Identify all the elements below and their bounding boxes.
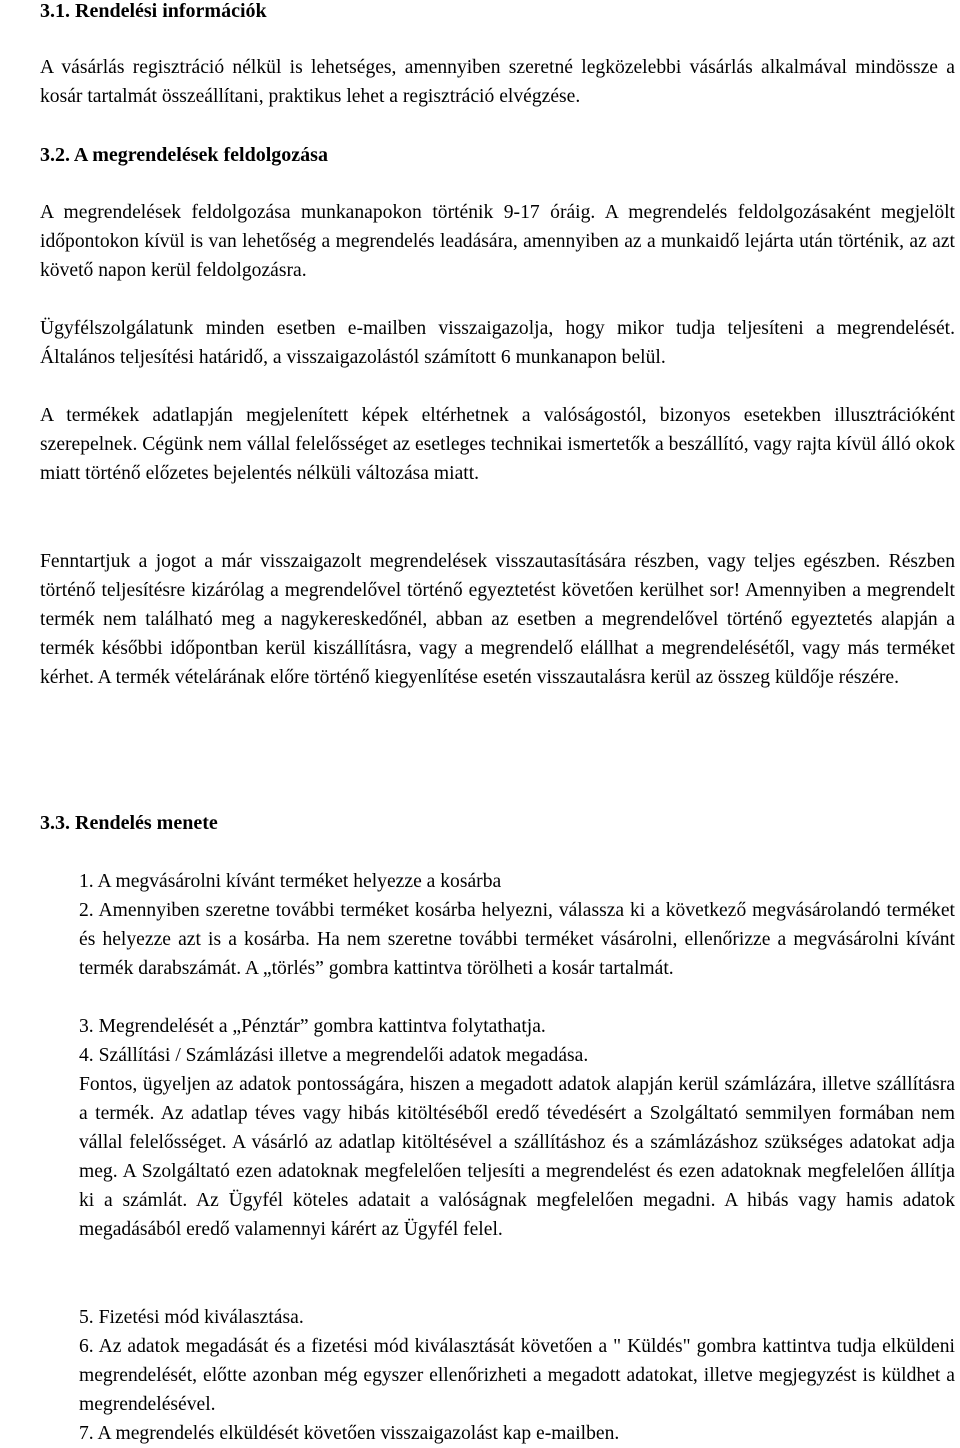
section-heading-megrendelesek-feldolgozasa: 3.2. A megrendelések feldolgozása <box>40 144 328 166</box>
paragraph: A megrendelések feldolgozása munkanapokon történik 9-17 óráig. A megrendelés feldolgozásaként megjelölt időpontokon kívül is van lehetőség a megrendelés leadására, amennyiben az a munkaidő lejárta után történik, az azt követő napon kerül feldolgozásra. <box>40 202 955 281</box>
paragraph: Ügyfélszolgálatunk minden esetben e-mailben visszaigazolja, hogy mikor tudja teljesíteni a megrendelését. Általános teljesítési határidő, a visszaigazolástól számított 6 munkanapon belül. <box>40 318 955 368</box>
list-item: 3. Megrendelését a „Pénztár” gombra kattintva folytathatja. <box>79 1016 546 1037</box>
paragraph: A vásárlás regisztráció nélkül is lehetséges, amennyiben szeretné legközelebbi vásárlás alkalmával mindössze a kosár tartalmát összeállítani, praktikus lehet a regisztráció elvégzése. <box>40 57 955 107</box>
list-item: 6. Az adatok megadását és a fizetési mód kiválasztását követően a " Küldés" gombra kattintva tudja elküldeni megrendelését, előtte azonban még egyszer ellenőrizheti a megadott adatokat, illetve megjegyzést is küldhet a megrendelésével. <box>79 1336 955 1415</box>
paragraph: Fenntartjuk a jogot a már visszaigazolt megrendelések visszautasítására részben, vagy teljes egészben. Részben történő teljesítésre kizárólag a megrendelővel történő egyeztetést követően kerülhet sor! Amennyiben a megrendelt termék nem található meg a nagykereskedőnél, abban az esetben a megrendelővel történő egyeztetés alapján a termék későbbi időpontban kerül kiszállításra, vagy a megrendelő elállhat a megrendelésétől, vagy más terméket kérhet. A termék vételárának előre történő kiegyenlítése esetén visszautalásra kerül az összeg küldője részére. <box>40 551 955 688</box>
section-heading-rendelesi-informaciok: 3.1. Rendelési információk <box>40 0 267 22</box>
list-item-note: Fontos, ügyeljen az adatok pontosságára, hiszen a megadott adatok alapján kerül számlázára, illetve szállításra a termék. Az adatlap téves vagy hibás kitöltéséből eredő tévedésért a Szolgáltató semmilyen formában nem vállal felelősséget. A vásárló az adatlap kitöltésével a szállításhoz és a számlázáshoz szükséges adatokat adja meg. A Szolgáltató ezen adatoknak megfelelően teljesíti a megrendelést és ezen adatoknak megfelelően állítja ki a számlát. Az Ügyfél köteles adatait a valóságnak megfelelően megadni. A hibás vagy hamis adatok megadásából eredő valamennyi kárért az Ügyfél felel. <box>79 1074 955 1240</box>
list-item: 4. Szállítási / Számlázási illetve a megrendelői adatok megadása. <box>79 1045 589 1066</box>
list-item: 7. A megrendelés elküldését követően visszaigazolást kap e-mailben. <box>79 1423 620 1444</box>
list-item: 1. A megvásárolni kívánt terméket helyezze a kosárba <box>79 871 502 892</box>
section-heading-rendeles-menete: 3.3. Rendelés menete <box>40 812 218 834</box>
list-item: 5. Fizetési mód kiválasztása. <box>79 1307 304 1328</box>
paragraph: A termékek adatlapján megjelenített képek eltérhetnek a valóságostól, bizonyos esetekben illusztrációként szerepelnek. Cégünk nem vállal felelősséget az esetleges technikai ismertetők a beszállító, vagy rajta kívül álló okok miatt történő előzetes bejelentés nélküli változása miatt. <box>40 405 955 484</box>
list-item: 2. Amennyiben szeretne további terméket kosárba helyezni, válassza ki a következő megvásárolandó terméket és helyezze azt is a kosárba. Ha nem szeretne további terméket vásárolni, ellenőrizze a megvásárolni kívánt termék darabszámát. A „törlés” gombra kattintva törölheti a kosár tartalmát. <box>79 900 955 979</box>
